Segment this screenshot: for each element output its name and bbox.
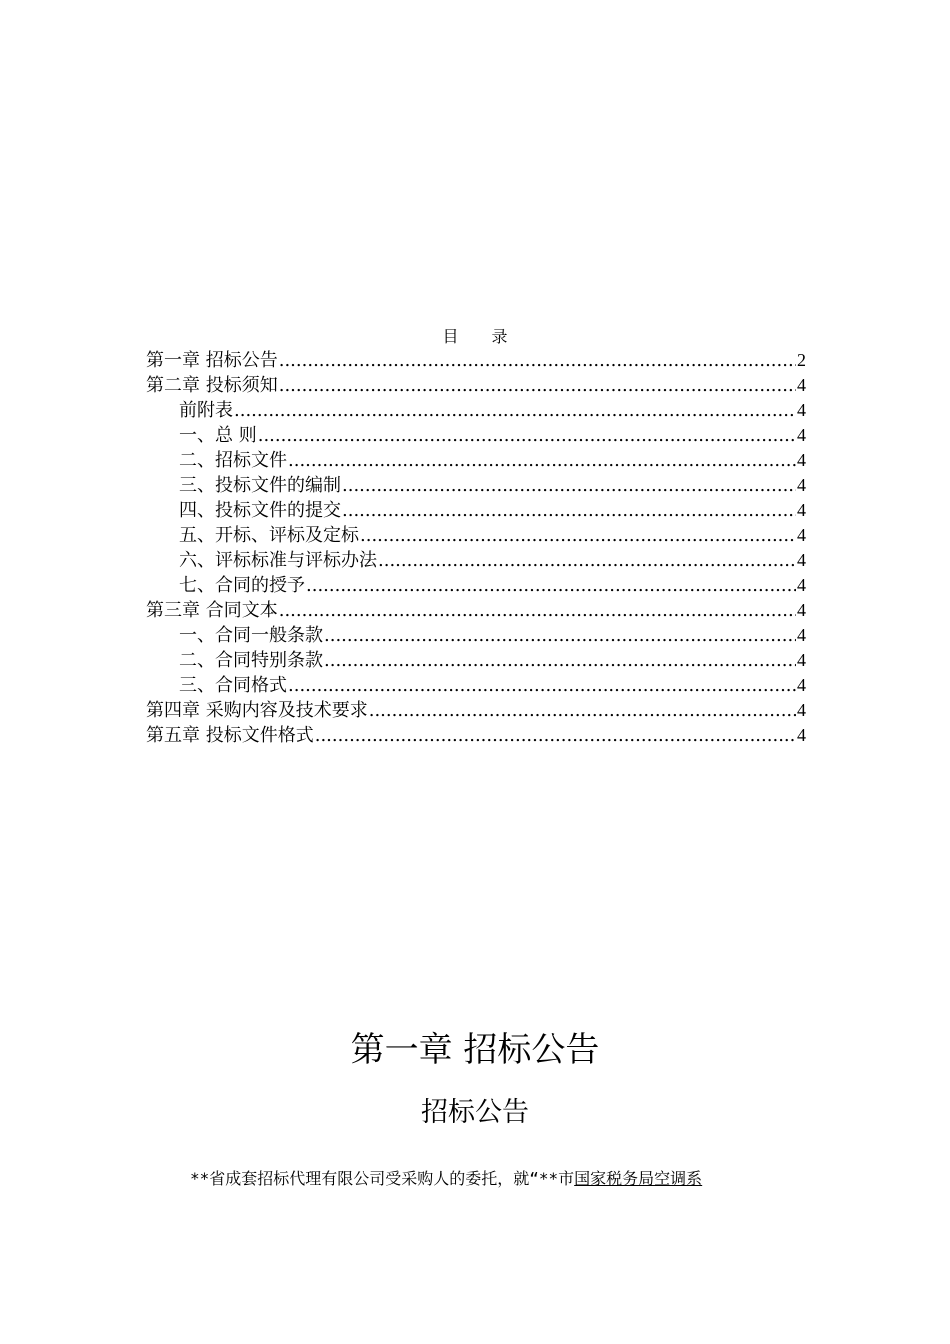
toc-leader-dots [279, 598, 796, 623]
toc-leader-dots [306, 573, 796, 598]
toc-entry[interactable] [146, 673, 806, 698]
toc-entry[interactable] [146, 548, 806, 573]
toc-entry[interactable] [146, 523, 806, 548]
toc-leader-dots [288, 673, 796, 698]
toc-entry-label: 二、招标文件 [179, 450, 287, 471]
toc-entry[interactable] [146, 623, 806, 648]
toc-entry[interactable] [146, 648, 806, 673]
toc-entry-page: 4 [797, 500, 806, 520]
toc-entry-page: 4 [797, 400, 806, 420]
toc-entry-page: 4 [797, 650, 806, 670]
toc-leader-dots [342, 498, 796, 523]
toc-leader-dots [234, 398, 796, 423]
toc-entry-label: 第四章 采购内容及技术要求 [146, 700, 368, 721]
toc-entry[interactable] [146, 723, 806, 748]
toc-entry[interactable] [146, 698, 806, 723]
toc-entry[interactable] [146, 498, 806, 523]
toc-entry-page: 4 [797, 700, 806, 720]
paragraph-text: **省成套招标代理有限公司受采购人的委托，就“**市 [190, 1169, 575, 1188]
toc-entry-page: 2 [797, 350, 806, 370]
toc-entry[interactable] [146, 573, 806, 598]
toc-leader-dots [369, 698, 796, 723]
toc-entry-label: 三、投标文件的编制 [179, 475, 341, 496]
toc-entry-page: 4 [797, 475, 806, 495]
toc-entry[interactable] [146, 448, 806, 473]
toc-leader-dots [279, 348, 796, 373]
toc-entry-label: 四、投标文件的提交 [179, 500, 341, 521]
toc-entry-page: 4 [797, 425, 806, 445]
toc-entry-page: 4 [797, 625, 806, 645]
toc-leader-dots [324, 623, 796, 648]
toc-entry[interactable] [146, 348, 806, 373]
toc-leader-dots [288, 448, 796, 473]
toc-entry-label: 二、合同特别条款 [179, 650, 323, 671]
toc-entry-label: 五、开标、评标及定标 [179, 525, 359, 546]
toc-entry-page: 4 [797, 450, 806, 470]
toc-entry-page: 4 [797, 675, 806, 695]
toc-entry[interactable] [146, 398, 806, 423]
toc-entry-label: 第五章 投标文件格式 [146, 725, 314, 746]
chapter-heading: 第一章 招标公告 [350, 1030, 600, 1070]
toc-entry-label: 第三章 合同文本 [146, 600, 278, 621]
toc-entry-label: 第一章 招标公告 [146, 350, 278, 371]
section-heading: 招标公告 [421, 1097, 529, 1128]
toc-leader-dots [315, 723, 796, 748]
toc-entry-label: 七、合同的授予 [179, 575, 305, 596]
toc-entry-page: 4 [797, 725, 806, 745]
toc-leader-dots [360, 523, 796, 548]
toc-entry-label: 前附表 [179, 400, 233, 421]
toc-leader-dots [378, 548, 796, 573]
body-paragraph [190, 1166, 830, 1189]
toc-entry-label: 第二章 投标须知 [146, 375, 278, 396]
toc-entry-page: 4 [797, 375, 806, 395]
toc-entry[interactable] [146, 423, 806, 448]
toc-entry-label: 三、合同格式 [179, 675, 287, 696]
toc-entry-page: 4 [797, 600, 806, 620]
toc-entry[interactable] [146, 373, 806, 398]
toc-title: 目 录 [442, 327, 522, 346]
toc-leader-dots [279, 373, 796, 398]
table-of-contents [146, 348, 806, 748]
toc-entry-page: 4 [797, 550, 806, 570]
toc-entry[interactable] [146, 598, 806, 623]
toc-entry-page: 4 [797, 525, 806, 545]
underlined-project-name: 国家税务局空调系 [574, 1169, 703, 1188]
toc-entry[interactable] [146, 473, 806, 498]
toc-entry-page: 4 [797, 575, 806, 595]
toc-leader-dots [258, 423, 796, 448]
toc-entry-label: 一、总 则 [179, 425, 257, 446]
toc-entry-label: 一、合同一般条款 [179, 625, 323, 646]
toc-entry-label: 六、评标标准与评标办法 [179, 550, 377, 571]
toc-leader-dots [342, 473, 796, 498]
toc-leader-dots [324, 648, 796, 673]
